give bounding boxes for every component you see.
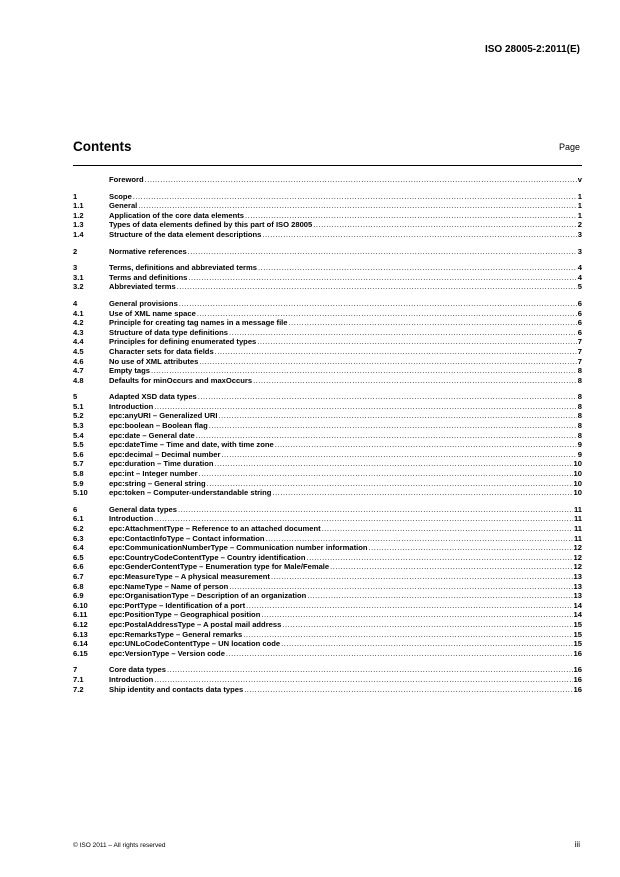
toc-entry[interactable] bbox=[73, 479, 582, 489]
toc-dot-leader bbox=[154, 514, 573, 524]
toc-entry-page: 10 bbox=[573, 488, 582, 498]
toc-entry[interactable] bbox=[73, 601, 582, 611]
toc-entry-number: 6.4 bbox=[73, 543, 84, 553]
toc-dot-leader bbox=[307, 591, 572, 601]
toc-entry-title: Structure of the data element descriptions bbox=[109, 229, 262, 239]
toc-entry-page: 8 bbox=[577, 411, 582, 421]
contents-title: Contents bbox=[73, 139, 132, 154]
toc-dot-leader bbox=[198, 392, 577, 402]
toc-entry-page: 8 bbox=[577, 375, 582, 385]
footer-page-number: iii bbox=[574, 840, 580, 849]
toc-entry-page: 5 bbox=[577, 282, 582, 292]
toc-entry-number: 6.3 bbox=[73, 533, 84, 543]
toc-dot-leader bbox=[369, 543, 573, 553]
toc-entry[interactable] bbox=[73, 534, 582, 544]
toc-entry-number: 6.2 bbox=[73, 524, 84, 533]
toc-entry-page: 2 bbox=[577, 220, 582, 230]
toc-entry[interactable] bbox=[73, 220, 582, 230]
toc-entry-number: 1.2 bbox=[73, 210, 84, 220]
toc-entry-number: 6.15 bbox=[73, 648, 88, 658]
toc-dot-leader bbox=[178, 505, 573, 515]
toc-entry[interactable] bbox=[73, 685, 582, 695]
toc-dot-leader bbox=[245, 211, 577, 221]
toc-entry-page: 8 bbox=[577, 421, 582, 431]
toc-dot-leader bbox=[275, 440, 577, 450]
toc-entry-title: epc:UNLoCodeContentType – UN location code bbox=[109, 639, 281, 649]
toc-entry-title: Empty tags bbox=[109, 366, 150, 376]
toc-entry[interactable] bbox=[73, 192, 582, 202]
toc-entry[interactable] bbox=[73, 675, 582, 685]
toc-entry[interactable] bbox=[73, 230, 582, 240]
toc-dot-leader bbox=[258, 263, 577, 273]
toc-entry-number: 1.1 bbox=[73, 201, 84, 211]
toc-entry[interactable] bbox=[73, 201, 582, 211]
toc-entry-page: 8 bbox=[577, 430, 582, 440]
toc-entry-page: 12 bbox=[573, 562, 582, 572]
toc-entry-page: 9 bbox=[577, 449, 582, 459]
toc-entry-title: Introduction bbox=[109, 674, 154, 684]
toc-entry-title: Terms and definitions bbox=[109, 272, 188, 282]
toc-entry-title: Foreword bbox=[109, 175, 144, 184]
toc-entry-title: Principle for creating tag names in a message file bbox=[109, 318, 288, 328]
toc-entry-page: 6 bbox=[577, 327, 582, 337]
toc-entry-number: 6.8 bbox=[73, 581, 84, 591]
toc-entry-page: 12 bbox=[573, 552, 582, 562]
toc-entry-number: 5.5 bbox=[73, 440, 84, 450]
toc-dot-leader bbox=[229, 328, 577, 338]
toc-entry-title: epc:boolean – Boolean flag bbox=[109, 421, 208, 431]
toc-entry-title: General provisions bbox=[109, 298, 178, 308]
toc-dot-leader bbox=[167, 665, 573, 675]
toc-entry-page: 15 bbox=[573, 619, 582, 629]
toc-dot-leader bbox=[313, 220, 577, 230]
toc-entry-page: 4 bbox=[577, 263, 582, 273]
toc-entry-number: 6.14 bbox=[73, 639, 88, 649]
toc-entry[interactable] bbox=[73, 553, 582, 563]
toc-entry-title: epc:duration – Time duration bbox=[109, 459, 214, 469]
toc-entry-page: 13 bbox=[573, 581, 582, 591]
toc-entry-title: Defaults for minOccurs and maxOccurs bbox=[109, 375, 253, 385]
toc-dot-leader bbox=[271, 572, 573, 582]
header-divider bbox=[73, 165, 582, 166]
toc-entry-title: No use of XML attributes bbox=[109, 356, 199, 366]
toc-entry-title: epc:int – Integer number bbox=[109, 469, 198, 479]
toc-entry-title: epc:token – Computer-understandable string bbox=[109, 488, 272, 498]
toc-entry-page: 16 bbox=[573, 665, 582, 675]
toc-dot-leader bbox=[229, 582, 572, 592]
toc-entry-number: 7 bbox=[73, 665, 78, 675]
toc-entry-title: Normative references bbox=[109, 246, 187, 256]
toc-entry-page: 16 bbox=[573, 674, 582, 684]
toc-entry-title: Core data types bbox=[109, 665, 166, 675]
toc-entry[interactable] bbox=[73, 450, 582, 460]
toc-entry-number: 5.7 bbox=[73, 459, 84, 469]
toc-entry-title: epc:OrganisationType – Description of an organization bbox=[109, 591, 307, 601]
toc-entry-number: 6.5 bbox=[73, 552, 84, 562]
toc-dot-leader bbox=[243, 630, 572, 640]
toc-entry-title: epc:date – General date bbox=[109, 430, 195, 440]
toc-dot-leader bbox=[154, 675, 572, 685]
toc-entry-title: Introduction bbox=[109, 401, 154, 411]
toc-entry-number: 7.2 bbox=[73, 684, 84, 694]
toc-entry-page: 13 bbox=[573, 571, 582, 581]
toc-entry[interactable] bbox=[73, 440, 582, 450]
toc-entry[interactable] bbox=[73, 402, 582, 412]
toc-entry-page: 6 bbox=[577, 298, 582, 308]
toc-entry-page: 11 bbox=[573, 524, 582, 533]
toc-entry-title: Structure of data type definitions bbox=[109, 327, 228, 337]
toc-entry[interactable] bbox=[73, 610, 582, 620]
toc-entry-page: 1 bbox=[577, 201, 582, 211]
toc-entry-title: Use of XML name space bbox=[109, 308, 196, 318]
toc-entry-page: 9 bbox=[577, 440, 582, 450]
toc-entry-title: Principles for defining enumerated types bbox=[109, 337, 257, 347]
toc-dot-leader bbox=[133, 192, 577, 202]
toc-entry[interactable] bbox=[73, 175, 582, 185]
toc-entry[interactable] bbox=[73, 505, 582, 515]
toc-dot-leader bbox=[253, 376, 577, 386]
toc-entry-page: 8 bbox=[577, 392, 582, 402]
toc-entry-title: General bbox=[109, 201, 138, 211]
toc-dot-leader bbox=[215, 347, 577, 357]
toc-entry-page: v bbox=[577, 175, 582, 184]
toc-entry-title: Introduction bbox=[109, 514, 154, 524]
toc-entry[interactable] bbox=[73, 562, 582, 572]
toc-entry-number: 4.2 bbox=[73, 318, 84, 328]
toc-entry-page: 10 bbox=[573, 469, 582, 479]
toc-entry[interactable] bbox=[73, 572, 582, 582]
toc-entry[interactable] bbox=[73, 488, 582, 498]
toc-entry[interactable] bbox=[73, 211, 582, 221]
toc-entry-title: epc:dateTime – Time and date, with time zone bbox=[109, 440, 274, 450]
toc-entry[interactable] bbox=[73, 431, 582, 441]
toc-entry[interactable] bbox=[73, 347, 582, 357]
toc-entry[interactable] bbox=[73, 524, 582, 534]
toc-dot-leader bbox=[154, 402, 576, 412]
toc-dot-leader bbox=[322, 524, 573, 534]
toc-entry-title: epc:VersionType – Version code bbox=[109, 648, 225, 658]
toc-dot-leader bbox=[209, 421, 577, 431]
toc-entry-title: Adapted XSD data types bbox=[109, 392, 197, 402]
toc-dot-leader bbox=[262, 230, 576, 240]
toc-dot-leader bbox=[179, 299, 577, 309]
toc-entry-number: 1 bbox=[73, 191, 78, 201]
toc-entry[interactable] bbox=[73, 309, 582, 319]
toc-entry-title: epc:AttachmentType – Reference to an attached document bbox=[109, 524, 321, 533]
toc-dot-leader bbox=[199, 357, 576, 367]
toc-entry-title: epc:anyURI – Generalized URI bbox=[109, 411, 218, 421]
toc-dot-leader bbox=[207, 479, 573, 489]
toc-entry-title: epc:decimal – Decimal number bbox=[109, 449, 221, 459]
toc-entry[interactable] bbox=[73, 273, 582, 283]
toc-dot-leader bbox=[272, 488, 572, 498]
toc-entry[interactable] bbox=[73, 299, 582, 309]
toc-entry-page: 7 bbox=[577, 356, 582, 366]
toc-dot-leader bbox=[289, 318, 577, 328]
toc-entry-number: 3.2 bbox=[73, 282, 84, 292]
toc-entry[interactable] bbox=[73, 630, 582, 640]
toc-dot-leader bbox=[199, 469, 573, 479]
toc-entry-number: 3.1 bbox=[73, 272, 84, 282]
toc-entry-page: 11 bbox=[573, 514, 582, 524]
toc-entry[interactable] bbox=[73, 376, 582, 386]
toc-entry-page: 15 bbox=[573, 639, 582, 649]
toc-entry-number: 4.8 bbox=[73, 375, 84, 385]
toc-entry-number: 5.4 bbox=[73, 430, 84, 440]
toc-dot-leader bbox=[306, 553, 572, 563]
toc-dot-leader bbox=[188, 273, 576, 283]
toc-entry[interactable] bbox=[73, 649, 582, 659]
toc-dot-leader bbox=[330, 562, 572, 572]
toc-entry-title: epc:CommunicationNumberType – Communication number information bbox=[109, 543, 368, 553]
toc-entry-number: 5.6 bbox=[73, 449, 84, 459]
toc-entry[interactable] bbox=[73, 318, 582, 328]
toc-entry-title: Scope bbox=[109, 191, 132, 201]
toc-dot-leader bbox=[221, 450, 576, 460]
toc-entry[interactable] bbox=[73, 411, 582, 421]
toc-dot-leader bbox=[281, 639, 572, 649]
standard-number: ISO 28005-2:2011(E) bbox=[484, 44, 580, 55]
toc-entry-title: Ship identity and contacts data types bbox=[109, 684, 244, 694]
toc-entry-number: 6.10 bbox=[73, 600, 88, 610]
toc-dot-leader bbox=[151, 366, 577, 376]
toc-entry-number: 4.5 bbox=[73, 346, 84, 356]
toc-dot-leader bbox=[282, 620, 572, 630]
toc-entry-number: 5 bbox=[73, 392, 78, 402]
toc-dot-leader bbox=[197, 309, 577, 319]
toc-entry-page: 11 bbox=[573, 533, 582, 543]
toc-entry[interactable] bbox=[73, 459, 582, 469]
toc-entry-number: 4.4 bbox=[73, 337, 84, 347]
toc-entry[interactable] bbox=[73, 591, 582, 601]
toc-entry-page: 1 bbox=[577, 191, 582, 201]
table-of-contents bbox=[73, 175, 582, 694]
toc-entry-page: 1 bbox=[577, 210, 582, 220]
toc-entry-title: epc:MeasureType – A physical measurement bbox=[109, 571, 270, 581]
toc-dot-leader bbox=[138, 201, 576, 211]
toc-dot-leader bbox=[246, 601, 572, 611]
toc-entry-page: 3 bbox=[577, 229, 582, 239]
toc-entry-number: 4 bbox=[73, 298, 78, 308]
toc-entry-title: Abbreviated terms bbox=[109, 282, 176, 292]
toc-entry-number: 5.8 bbox=[73, 469, 84, 479]
toc-entry[interactable] bbox=[73, 514, 582, 524]
toc-entry[interactable] bbox=[73, 620, 582, 630]
toc-entry-title: epc:CountryCodeContentType – Country identification bbox=[109, 552, 306, 562]
toc-entry-page: 15 bbox=[573, 629, 582, 639]
toc-dot-leader bbox=[145, 175, 577, 185]
toc-entry-page: 14 bbox=[573, 600, 582, 610]
toc-entry-page: 7 bbox=[577, 337, 582, 347]
toc-entry-page: 10 bbox=[573, 478, 582, 488]
toc-entry-title: General data types bbox=[109, 504, 177, 514]
toc-entry-title: epc:PositionType – Geographical position bbox=[109, 610, 261, 620]
toc-entry-title: Character sets for data fields bbox=[109, 346, 214, 356]
toc-dot-leader bbox=[196, 431, 577, 441]
toc-entry[interactable] bbox=[73, 263, 582, 273]
toc-entry[interactable] bbox=[73, 357, 582, 367]
toc-entry[interactable] bbox=[73, 543, 582, 553]
toc-entry[interactable] bbox=[73, 392, 582, 402]
toc-entry-number: 4.3 bbox=[73, 327, 84, 337]
toc-entry-page: 10 bbox=[573, 459, 582, 469]
toc-entry-number: 6.9 bbox=[73, 591, 84, 601]
toc-entry-number: 3 bbox=[73, 263, 78, 273]
toc-dot-leader bbox=[226, 649, 573, 659]
toc-entry-title: epc:string – General string bbox=[109, 478, 206, 488]
toc-entry-page: 4 bbox=[577, 272, 582, 282]
toc-entry-page: 16 bbox=[573, 648, 582, 658]
toc-entry-title: Terms, definitions and abbreviated terms bbox=[109, 263, 257, 273]
footer-copyright: © ISO 2011 – All rights reserved bbox=[73, 842, 166, 849]
toc-entry-number: 4.6 bbox=[73, 356, 84, 366]
toc-entry-number: 6.12 bbox=[73, 619, 88, 629]
toc-entry-page: 13 bbox=[573, 591, 582, 601]
toc-entry-title: epc:PostalAddressType – A postal mail address bbox=[109, 619, 282, 629]
toc-entry-number: 5.9 bbox=[73, 478, 84, 488]
toc-entry-number: 2 bbox=[73, 246, 78, 256]
toc-dot-leader bbox=[215, 459, 573, 469]
toc-entry-page: 12 bbox=[573, 543, 582, 553]
toc-entry-number: 1.3 bbox=[73, 220, 84, 230]
toc-entry[interactable] bbox=[73, 337, 582, 347]
toc-entry-page: 3 bbox=[577, 246, 582, 256]
toc-entry-number: 6.7 bbox=[73, 571, 84, 581]
toc-entry[interactable] bbox=[73, 421, 582, 431]
toc-entry-number: 6.6 bbox=[73, 562, 84, 572]
toc-entry-page: 8 bbox=[577, 401, 582, 411]
toc-entry[interactable] bbox=[73, 328, 582, 338]
toc-entry-page: 8 bbox=[577, 366, 582, 376]
toc-entry-page: 14 bbox=[573, 610, 582, 620]
toc-entry[interactable] bbox=[73, 366, 582, 376]
toc-entry-number: 5.3 bbox=[73, 421, 84, 431]
toc-entry-page: 11 bbox=[573, 504, 582, 514]
toc-entry-number: 6 bbox=[73, 504, 78, 514]
toc-entry[interactable] bbox=[73, 247, 582, 257]
toc-dot-leader bbox=[266, 534, 573, 544]
toc-entry-number: 5.2 bbox=[73, 411, 84, 421]
toc-dot-leader bbox=[218, 411, 576, 421]
toc-dot-leader bbox=[244, 685, 572, 695]
toc-entry-title: Application of the core data elements bbox=[109, 210, 245, 220]
toc-entry-title: epc:ContactInfoType – Contact information bbox=[109, 533, 265, 543]
toc-entry-number: 5.1 bbox=[73, 401, 84, 411]
toc-entry-number: 4.1 bbox=[73, 308, 84, 318]
toc-entry[interactable] bbox=[73, 639, 582, 649]
toc-entry-number: 4.7 bbox=[73, 366, 84, 376]
toc-entry[interactable] bbox=[73, 582, 582, 592]
toc-entry-number: 7.1 bbox=[73, 674, 84, 684]
toc-dot-leader bbox=[257, 337, 576, 347]
toc-entry-title: epc:GenderContentType – Enumeration type for Male/Female bbox=[109, 562, 330, 572]
toc-entry-title: Types of data elements defined by this part of ISO 28005 bbox=[109, 220, 313, 230]
toc-entry[interactable] bbox=[73, 665, 582, 675]
toc-entry-number: 6.11 bbox=[73, 610, 88, 620]
toc-entry-number: 1.4 bbox=[73, 229, 84, 239]
toc-entry-page: 16 bbox=[573, 684, 582, 694]
toc-entry-page: 7 bbox=[577, 346, 582, 356]
toc-entry-number: 6.13 bbox=[73, 629, 88, 639]
page-column-label: Page bbox=[558, 142, 580, 152]
toc-entry-page: 6 bbox=[577, 318, 582, 328]
toc-dot-leader bbox=[188, 247, 577, 257]
toc-entry-number: 5.10 bbox=[73, 488, 88, 498]
toc-entry-number: 6.1 bbox=[73, 514, 84, 524]
toc-dot-leader bbox=[177, 282, 577, 292]
toc-entry[interactable] bbox=[73, 469, 582, 479]
toc-entry[interactable] bbox=[73, 282, 582, 292]
toc-entry-title: epc:PortType – Identification of a port bbox=[109, 600, 246, 610]
toc-entry-title: epc:RemarksType – General remarks bbox=[109, 629, 243, 639]
toc-dot-leader bbox=[261, 610, 572, 620]
toc-entry-page: 6 bbox=[577, 308, 582, 318]
toc-entry-title: epc:NameType – Name of person bbox=[109, 581, 229, 591]
